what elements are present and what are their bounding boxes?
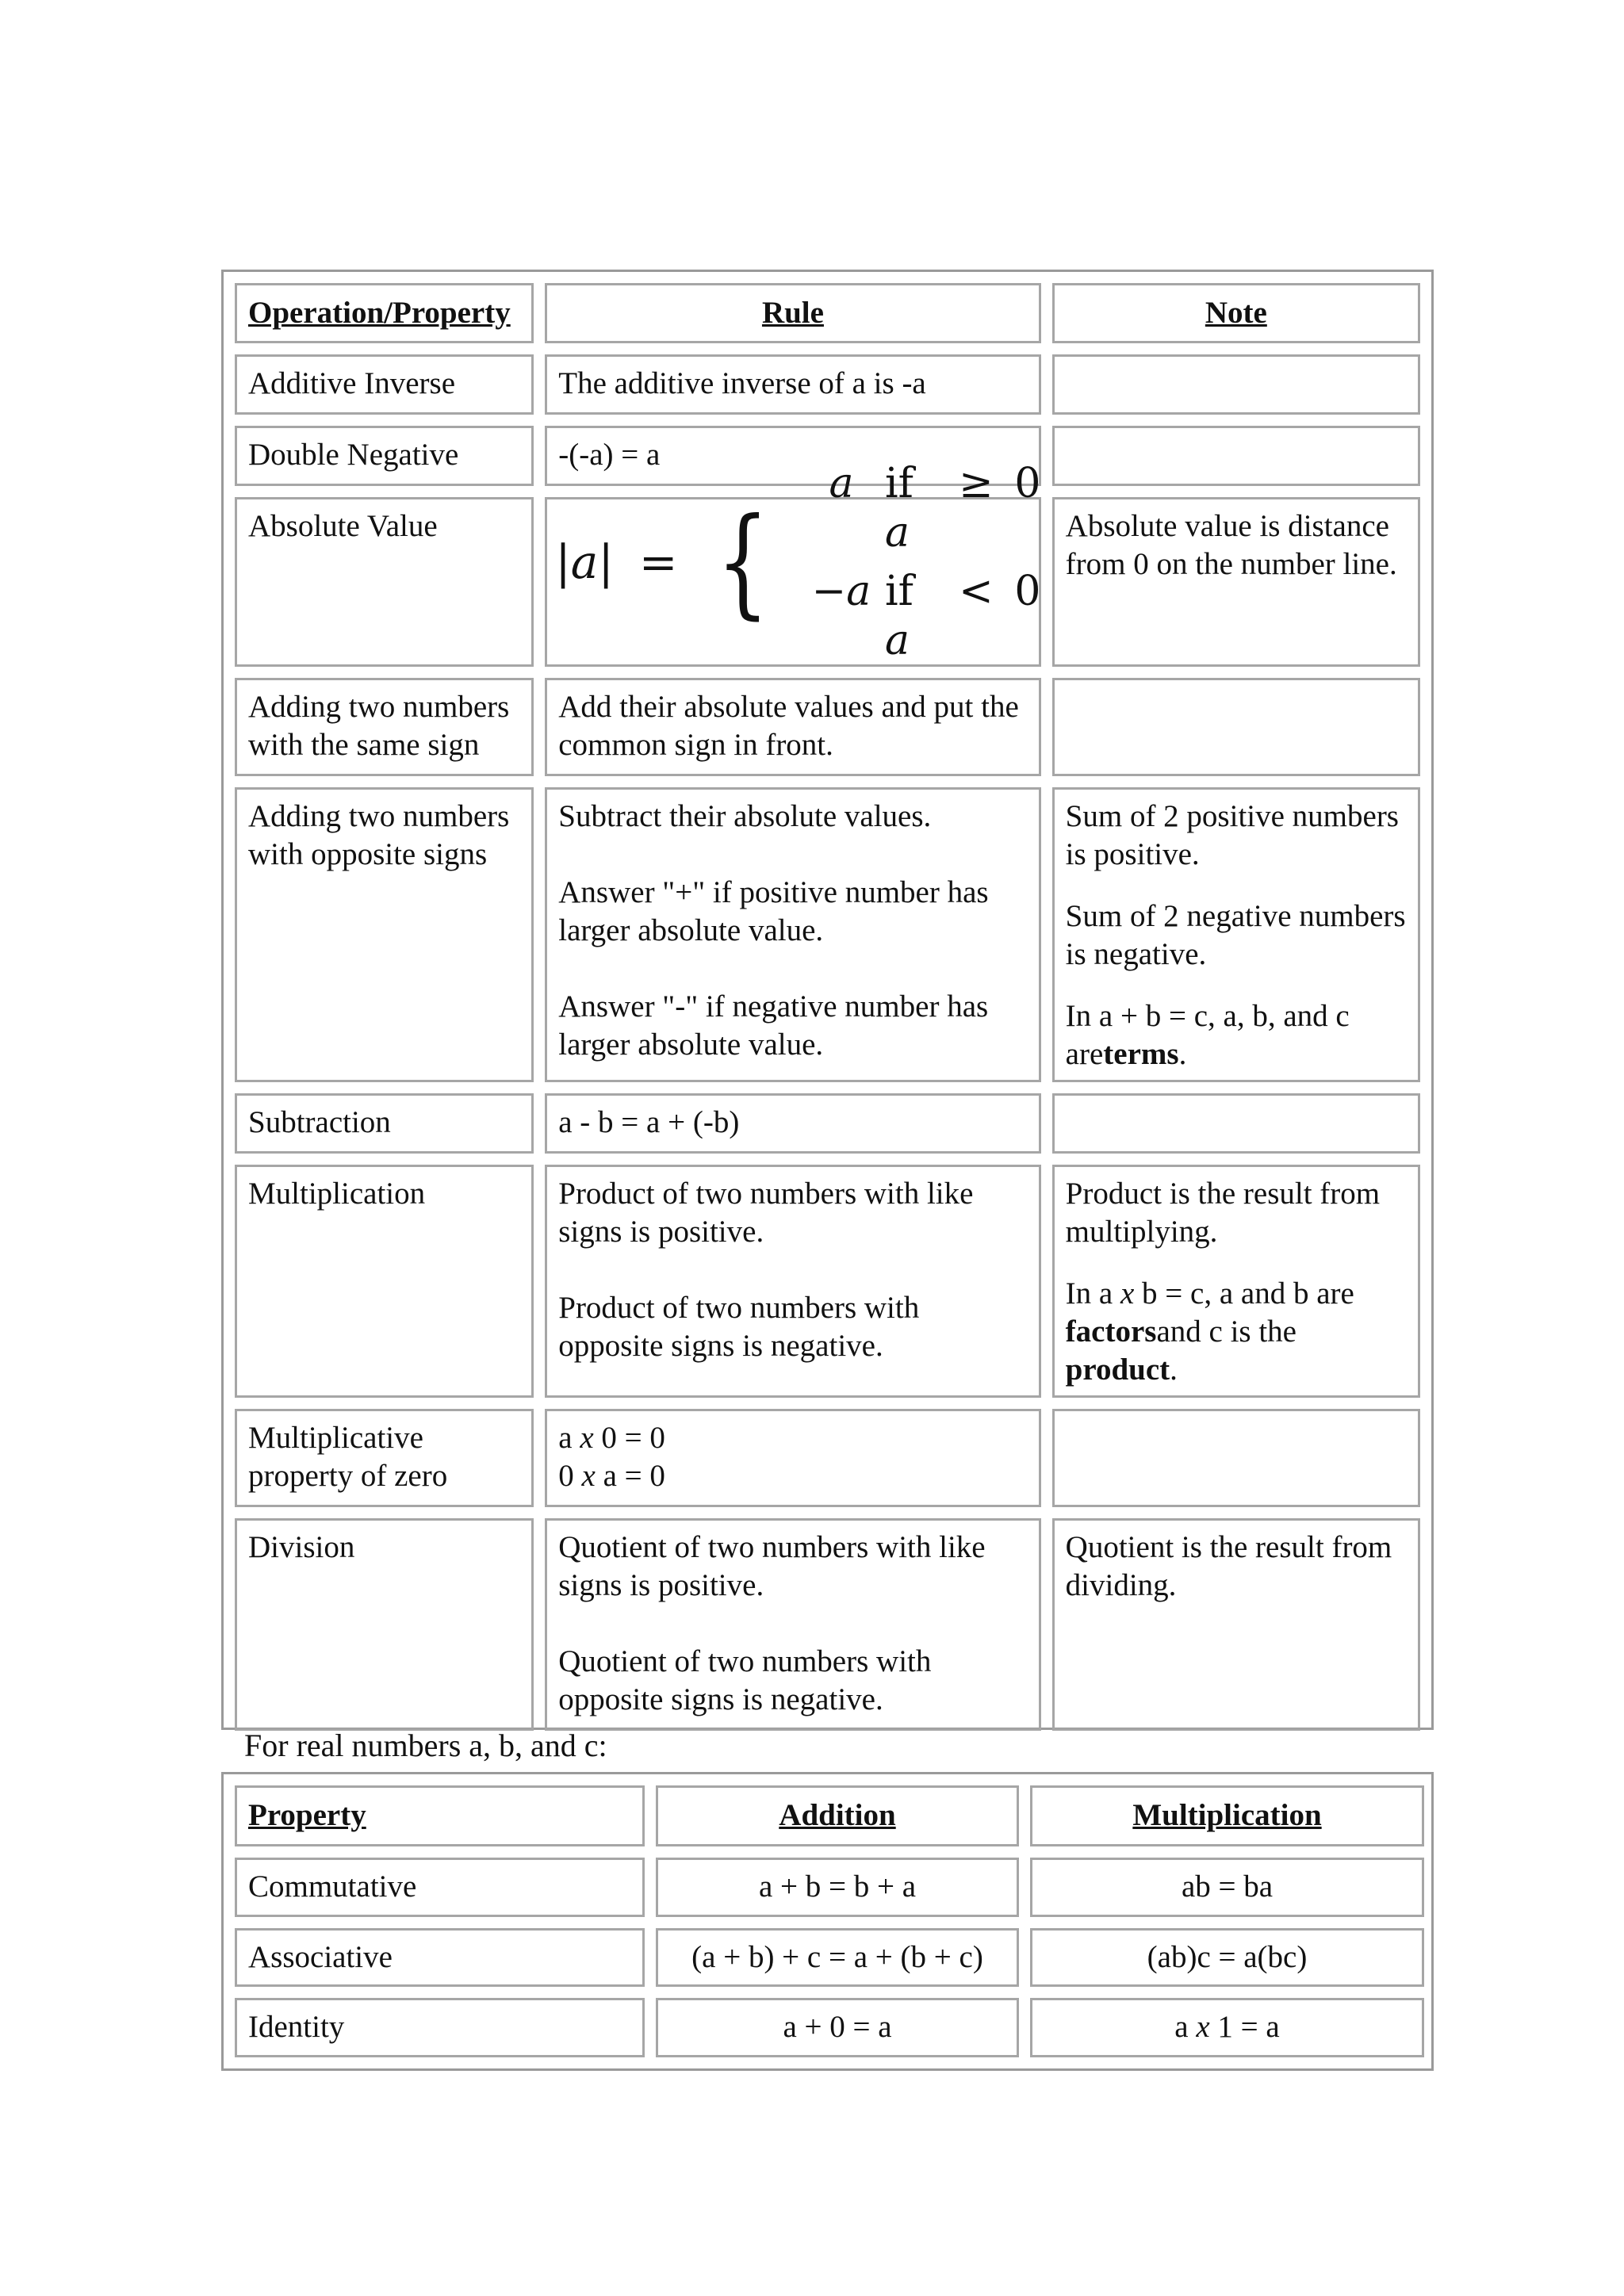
note-line [1066,1275,1407,1389]
header-rule: Rule [545,283,1040,343]
header-addition: Addition [656,1785,1019,1846]
header-multiplication: Multiplication [1030,1785,1424,1846]
table-row [235,1518,1420,1731]
row-name: Absolute Value [235,497,534,667]
rule-line: Product of two numbers with opposite signs is negative. [558,1291,920,1363]
note-line: Sum of 2 negative numbers is negative. [1065,899,1406,971]
properties-table [221,1772,1434,2071]
table-row [235,787,1420,1082]
table-row [235,1165,1420,1398]
case1-condition [885,459,948,557]
case2-zero: 0 [1014,568,1041,615]
addition-rule: (a + b) + c = a + (b + c) [656,1928,1019,1988]
table-row [235,1093,1420,1154]
case2-if: if [884,568,914,615]
row-note [1052,1165,1420,1398]
row-name: Multiplicative property of zero [235,1409,534,1507]
rule-times: x [581,1459,596,1493]
row-name: Double Negative [235,426,534,486]
note-text: and c is the [1156,1314,1297,1349]
operations-table-grid [224,272,1431,1742]
case2-op: < [959,568,994,615]
table-row [235,354,1420,415]
case2-value: −a [811,568,871,615]
formula-equals: = [638,535,678,589]
note-line [1066,997,1407,1073]
rule-text: a = 0 [595,1459,665,1493]
row-note [1052,426,1420,486]
note-line: Sum of 2 positive numbers is positive. [1065,799,1399,871]
rule-line: Quotient of two numbers with like signs is positive. [558,1530,986,1602]
formula-cases [798,459,1051,665]
row-rule: a - b = a + (-b) [545,1093,1040,1154]
row-note [1052,1409,1420,1507]
properties-table-grid [224,1774,1435,2068]
row-name: Adding two numbers with opposite signs [235,787,534,1082]
case1-value: a [829,460,854,507]
rule-text: 0 = 0 [593,1421,665,1455]
rule-line [558,1419,1027,1457]
table-header-row [235,1785,1424,1846]
table-row [235,678,1420,776]
operations-table [221,270,1434,1730]
note-line: Product is the result from multiplying. [1065,1177,1381,1249]
table-header-row [235,283,1420,343]
table-row [235,1858,1424,1917]
piecewise-formula [555,460,1041,664]
property-name: Commutative [235,1858,645,1917]
note-text: . [1178,1037,1187,1071]
rule-line [558,1457,1027,1495]
note-text: In a + b = c, a, b, and c are [1065,999,1350,1071]
absolute-value-formula [545,460,1041,667]
rule-line: Product of two numbers with like signs is positive. [558,1177,974,1249]
multiplication-rule: ab = ba [1030,1858,1424,1917]
table-row [235,1409,1420,1507]
note-bold-product: product [1065,1353,1170,1387]
rule-line: Quotient of two numbers with opposite signs is negative. [558,1644,932,1716]
row-rule [545,1165,1040,1398]
case1-var: a [884,509,910,557]
rule-text: a [1174,2010,1197,2045]
note-times: x [1120,1276,1135,1311]
property-name: Identity [235,1998,645,2057]
note-text: In a [1065,1276,1120,1311]
header-operation: Operation/Property [235,283,534,343]
multiplication-rule [1030,1998,1424,2057]
rule-line: Answer "+" if positive number has larger absolute value. [558,875,989,947]
case1-if: if [884,460,914,507]
note-text: . [1170,1353,1178,1387]
note-text: b = c, a and b are [1134,1276,1354,1311]
case1-zero: 0 [1014,460,1041,507]
rule-line: Answer "-" if negative number has larger absolute value. [558,989,989,1062]
multiplication-rule: (ab)c = a(bc) [1030,1928,1424,1988]
table-row [235,497,1420,667]
row-rule [545,1409,1040,1507]
row-name: Multiplication [235,1165,534,1398]
note-bold-factors: factors [1065,1314,1157,1349]
row-name: Subtraction [235,1093,534,1154]
rule-text: a [558,1421,580,1455]
rule-text: 1 = a [1209,2010,1280,2045]
row-rule: -(-a) = a [545,426,1040,486]
property-name: Associative [235,1928,645,1988]
rule-times: x [580,1421,594,1455]
table-row [235,1998,1424,2057]
row-note [1052,787,1420,1082]
row-note: Quotient is the result from dividing. [1052,1518,1420,1731]
row-name: Division [235,1518,534,1731]
table-row [235,1928,1424,1988]
row-rule [545,787,1040,1082]
header-property: Property [235,1785,645,1846]
note-bold-term: terms [1103,1037,1179,1071]
addition-rule: a + 0 = a [656,1998,1019,2057]
rule-line: Subtract their absolute values. [558,799,932,833]
case2-var: a [884,617,910,664]
row-note [1052,354,1420,415]
formula-lhs: |a| [555,535,614,589]
case1-op: ≥ [959,460,994,507]
formula-brace: { [715,493,769,631]
rule-text: 0 [558,1459,582,1493]
row-name: Additive Inverse [235,354,534,415]
rule-times: x [1196,2010,1210,2045]
row-rule: The additive inverse of a is -a [545,354,1040,415]
row-rule [545,1518,1040,1731]
row-note [1052,1093,1420,1154]
case2-condition [885,567,948,665]
row-name: Adding two numbers with the same sign [235,678,534,776]
addition-rule: a + b = b + a [656,1858,1019,1917]
header-note: Note [1052,283,1420,343]
properties-caption: For real numbers a, b, and c: [244,1728,607,1763]
row-rule: Add their absolute values and put the common sign in front. [545,678,1040,776]
row-note [1052,678,1420,776]
row-note: Absolute value is distance from 0 on the number line. [1052,497,1420,667]
